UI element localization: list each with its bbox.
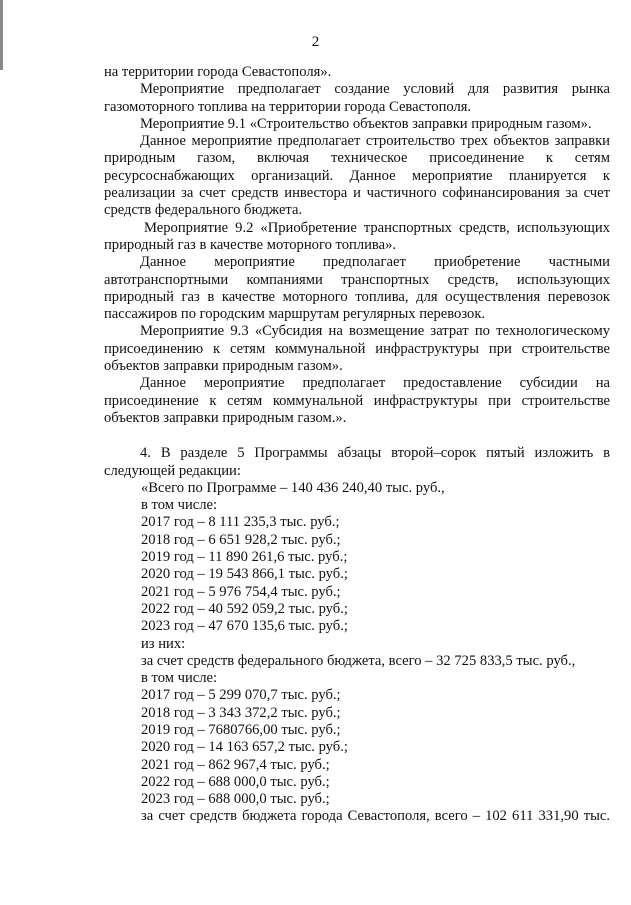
list-line: в том числе: (141, 497, 218, 514)
list-line: 2018 год – 3 343 372,2 тыс. руб.; (141, 704, 341, 721)
paragraph: Мероприятие 9.1 «Строительство объектов заправки природным газом». (140, 115, 592, 132)
paragraph: на территории города Севастополя». (104, 64, 332, 80)
paragraph: Мероприятие 9.2 «Приобретение транспортных средств, использующих природный газ в качестве моторного топлива». (104, 219, 610, 253)
list-line: 2018 год – 6 651 928,2 тыс. руб.; (141, 531, 341, 548)
list-line: 2017 год – 8 111 235,3 тыс. руб.; (141, 514, 340, 531)
paragraph: Данное мероприятие предполагает предоставление субсидии на присоединение к сетям коммунальной инфраструктуры при строительстве объектов заправки природным газом.». (104, 375, 610, 426)
list-line: 2020 год – 14 163 657,2 тыс. руб.; (141, 739, 348, 756)
list-line: «Всего по Программе – 140 436 240,40 тыс. руб., (141, 479, 445, 496)
list-line: 2023 год – 688 000,0 тыс. руб.; (141, 791, 330, 808)
page-number: 2 (311, 34, 320, 50)
list-line: за счет средств федерального бюджета, всего – 32 725 833,5 тыс. руб., (141, 652, 576, 669)
list-line: 2017 год – 5 299 070,7 тыс. руб.; (141, 687, 341, 704)
document-body (104, 64, 610, 826)
list-line: в том числе: (141, 670, 218, 687)
list-line: из них: (141, 635, 186, 652)
paragraph: Данное мероприятие предполагает строительство трех объектов заправки природным газом, включая техническое присоединение к сетям ресурсоснабжающих организаций. Данное мероприятие планируется к реализации за счет средств инвестора и частичного софинансирования за счет средств федерального бюджета. (104, 133, 610, 219)
list-line: 2023 год – 47 670 135,6 тыс. руб.; (141, 618, 348, 635)
list-line: 2022 год – 688 000,0 тыс. руб.; (141, 773, 330, 790)
list-line: 2020 год – 19 543 866,1 тыс. руб.; (141, 566, 348, 583)
paragraph: 4. В разделе 5 Программы абзацы второй–сорок пятый изложить в следующей редакции: (104, 445, 610, 479)
list-line: 2019 год – 11 890 261,6 тыс. руб.; (141, 549, 348, 566)
list-line: 2022 год – 40 592 059,2 тыс. руб.; (141, 600, 348, 617)
list-line: 2021 год – 862 967,4 тыс. руб.; (141, 756, 330, 773)
list-line: 2021 год – 5 976 754,4 тыс. руб.; (141, 583, 341, 600)
list-line: 2019 год – 7680766,00 тыс. руб.; (141, 721, 341, 738)
paragraph: Мероприятие предполагает создание условий для развития рынка газомоторного топлива на территории города Севастополя. (104, 81, 610, 115)
paragraph: Данное мероприятие предполагает приобретение частными автотранспортными компаниями транспортных средств, использующих природный газ в качестве моторного топлива, для осуществления перевозок пассажиров по городским маршрутам регулярных перевозок. (104, 254, 610, 323)
paragraph-gap (104, 427, 610, 445)
paragraph: Мероприятие 9.3 «Субсидия на возмещение затрат по технологическому присоединению к сетям коммунальной инфраструктуры при строительстве объектов заправки природным газом». (104, 323, 610, 375)
list-line: за счет средств бюджета города Севастополя, всего – 102 611 331,90 тыс. (141, 808, 610, 825)
